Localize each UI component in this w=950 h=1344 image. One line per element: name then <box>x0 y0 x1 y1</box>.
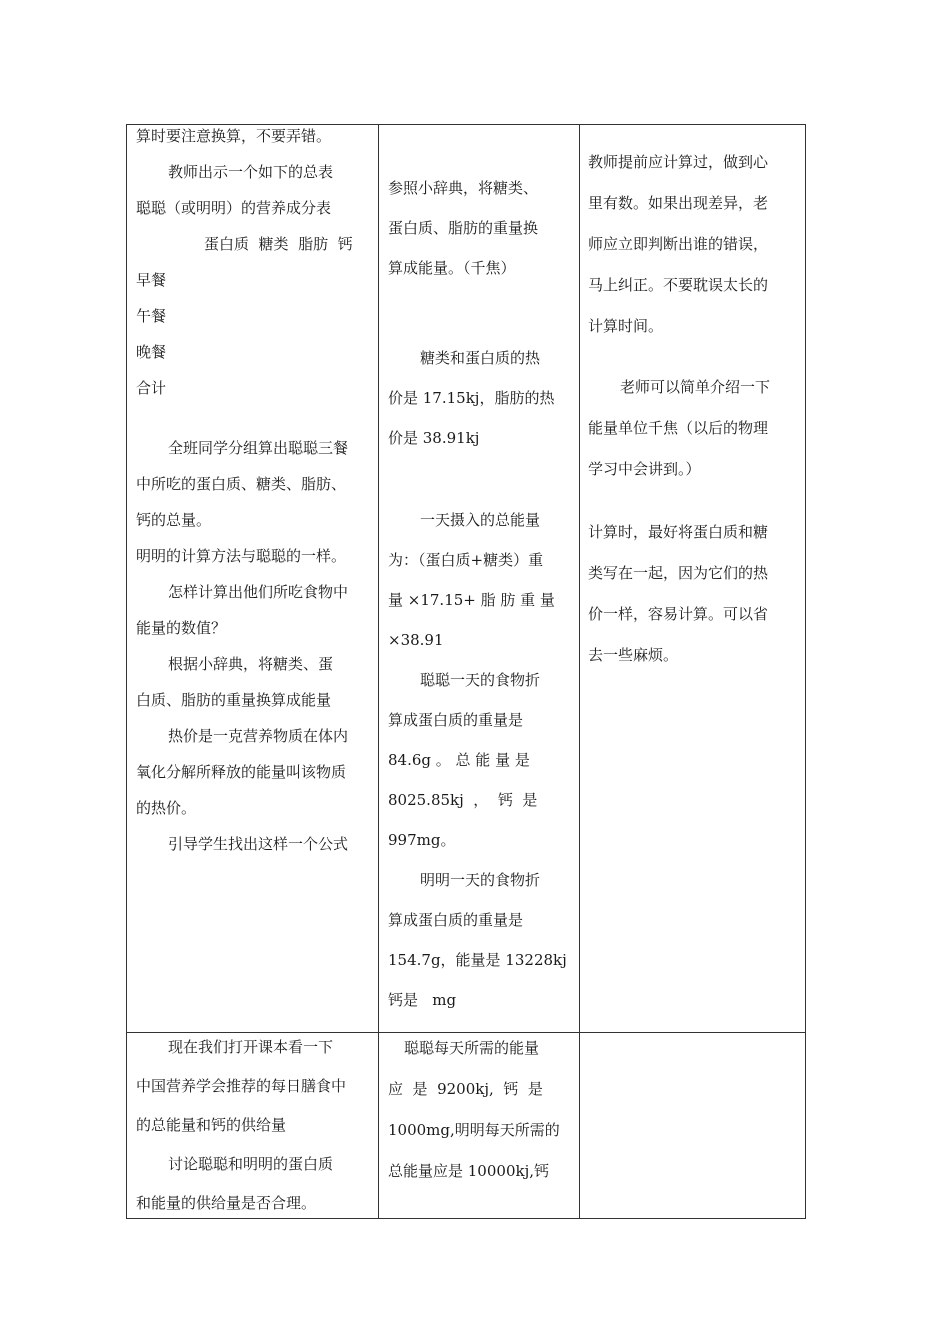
text-line: 算成能量。（千焦） <box>388 259 516 277</box>
nutrition-table-header: 蛋白质 糖类 脂肪 钙 <box>204 235 353 253</box>
text-line: 参照小辞典，将糖类、 <box>388 179 539 197</box>
text-line: 糖类和蛋白质的热 <box>420 349 541 367</box>
text-line: 算成蛋白质的重量是 <box>388 711 524 729</box>
text-line: 计算时，最好将蛋白质和糖 <box>588 523 769 541</box>
text-line: 现在我们打开课本看一下 <box>168 1038 334 1056</box>
meal-label-dinner: 晚餐 <box>136 343 167 361</box>
text-line: 马上纠正。不要耽误太长的 <box>588 276 769 294</box>
text-line: 计算时间。 <box>588 317 664 335</box>
lesson-table <box>126 124 806 1219</box>
meal-label-lunch: 午餐 <box>136 307 167 325</box>
text-line: 明明的计算方法与聪聪的一样。 <box>136 547 347 565</box>
text-line: 根据小辞典，将糖类、蛋 <box>168 655 334 673</box>
text-line: 蛋白质、脂肪的重量换 <box>388 219 539 237</box>
text-line: 算成蛋白质的重量是 <box>388 911 524 929</box>
text-line: 聪聪一天的食物折 <box>420 671 541 689</box>
text-line: 热价是一克营养物质在体内 <box>168 727 349 745</box>
text-line: 总能量应是 10000kj,钙 <box>388 1162 549 1180</box>
text-line: 997mg。 <box>388 831 456 849</box>
text-line: 里有数。如果出现差异，老 <box>588 194 769 212</box>
text-line: 怎样计算出他们所吃食物中 <box>168 583 349 601</box>
text-line: 价是 38.91kj <box>388 429 480 447</box>
text-line: 钙的总量。 <box>136 511 212 529</box>
text-line: 氧化分解所释放的能量叫该物质 <box>136 763 347 781</box>
text-line: 1000mg,明明每天所需的 <box>388 1121 560 1139</box>
text-line: 全班同学分组算出聪聪三餐 <box>168 439 349 457</box>
text-line: 应 是 9200kj, 钙 是 <box>388 1080 543 1098</box>
text-line: 价是 17.15kj，脂肪的热 <box>388 389 555 407</box>
meal-label-total: 合计 <box>136 379 167 397</box>
text-line: 类写在一起，因为它们的热 <box>588 564 769 582</box>
text-line: 为：（蛋白质+糖类）重 <box>388 551 544 569</box>
text-line: 引导学生找出这样一个公式 <box>168 835 349 853</box>
text-line: 84.6g 。 总 能 量 是 <box>388 751 530 769</box>
text-line: 师应立即判断出谁的错误， <box>588 235 769 253</box>
table-left-border <box>126 124 127 1219</box>
meal-label-breakfast: 早餐 <box>136 271 167 289</box>
text-line: 去一些麻烦。 <box>588 646 679 664</box>
row2-col1-cell <box>136 1028 374 1223</box>
column-divider-1 <box>378 124 379 1219</box>
text-line: 教师出示一个如下的总表 <box>168 163 334 181</box>
text-line: 的热价。 <box>136 799 197 817</box>
text-line: 钙是 mg <box>388 991 457 1009</box>
text-line: 中国营养学会推荐的每日膳食中 <box>136 1077 347 1095</box>
table-right-border <box>805 124 806 1219</box>
text-line: 154.7g，能量是 13228kj <box>388 951 567 969</box>
text-line: 8025.85kj ， 钙 是 <box>388 791 538 809</box>
text-line: 一天摄入的总能量 <box>420 511 541 529</box>
text-line: 能量的数值？ <box>136 619 227 637</box>
row1-col3-cell <box>588 142 800 676</box>
text-line: 的总能量和钙的供给量 <box>136 1116 287 1134</box>
text-line: 讨论聪聪和明明的蛋白质 <box>168 1155 334 1173</box>
text-line: 算时要注意换算，不要弄错。 <box>136 127 332 145</box>
text-line: 白质、脂肪的重量换算成能量 <box>136 691 332 709</box>
row1-col2-cell <box>388 168 572 1020</box>
text-line: 价一样，容易计算。可以省 <box>588 605 769 623</box>
row1-col1-cell <box>136 118 374 862</box>
text-line: 聪聪每天所需的能量 <box>404 1039 540 1057</box>
text-line: 聪聪（或明明）的营养成分表 <box>136 199 332 217</box>
text-line: 学习中会讲到。） <box>588 460 701 478</box>
column-divider-2 <box>579 124 580 1219</box>
text-line: 明明一天的食物折 <box>420 871 541 889</box>
text-line: 中所吃的蛋白质、糖类、脂肪、 <box>136 475 347 493</box>
text-line: ×38.91 <box>388 631 444 649</box>
text-line: 和能量的供给量是否合理。 <box>136 1194 317 1212</box>
text-line: 老师可以简单介绍一下 <box>620 378 771 396</box>
text-line: 能量单位千焦（以后的物理 <box>588 419 769 437</box>
row2-col2-cell <box>388 1028 572 1192</box>
text-line: 教师提前应计算过，做到心 <box>588 153 769 171</box>
text-line: 量 ×17.15+ 脂 肪 重 量 <box>388 591 555 609</box>
